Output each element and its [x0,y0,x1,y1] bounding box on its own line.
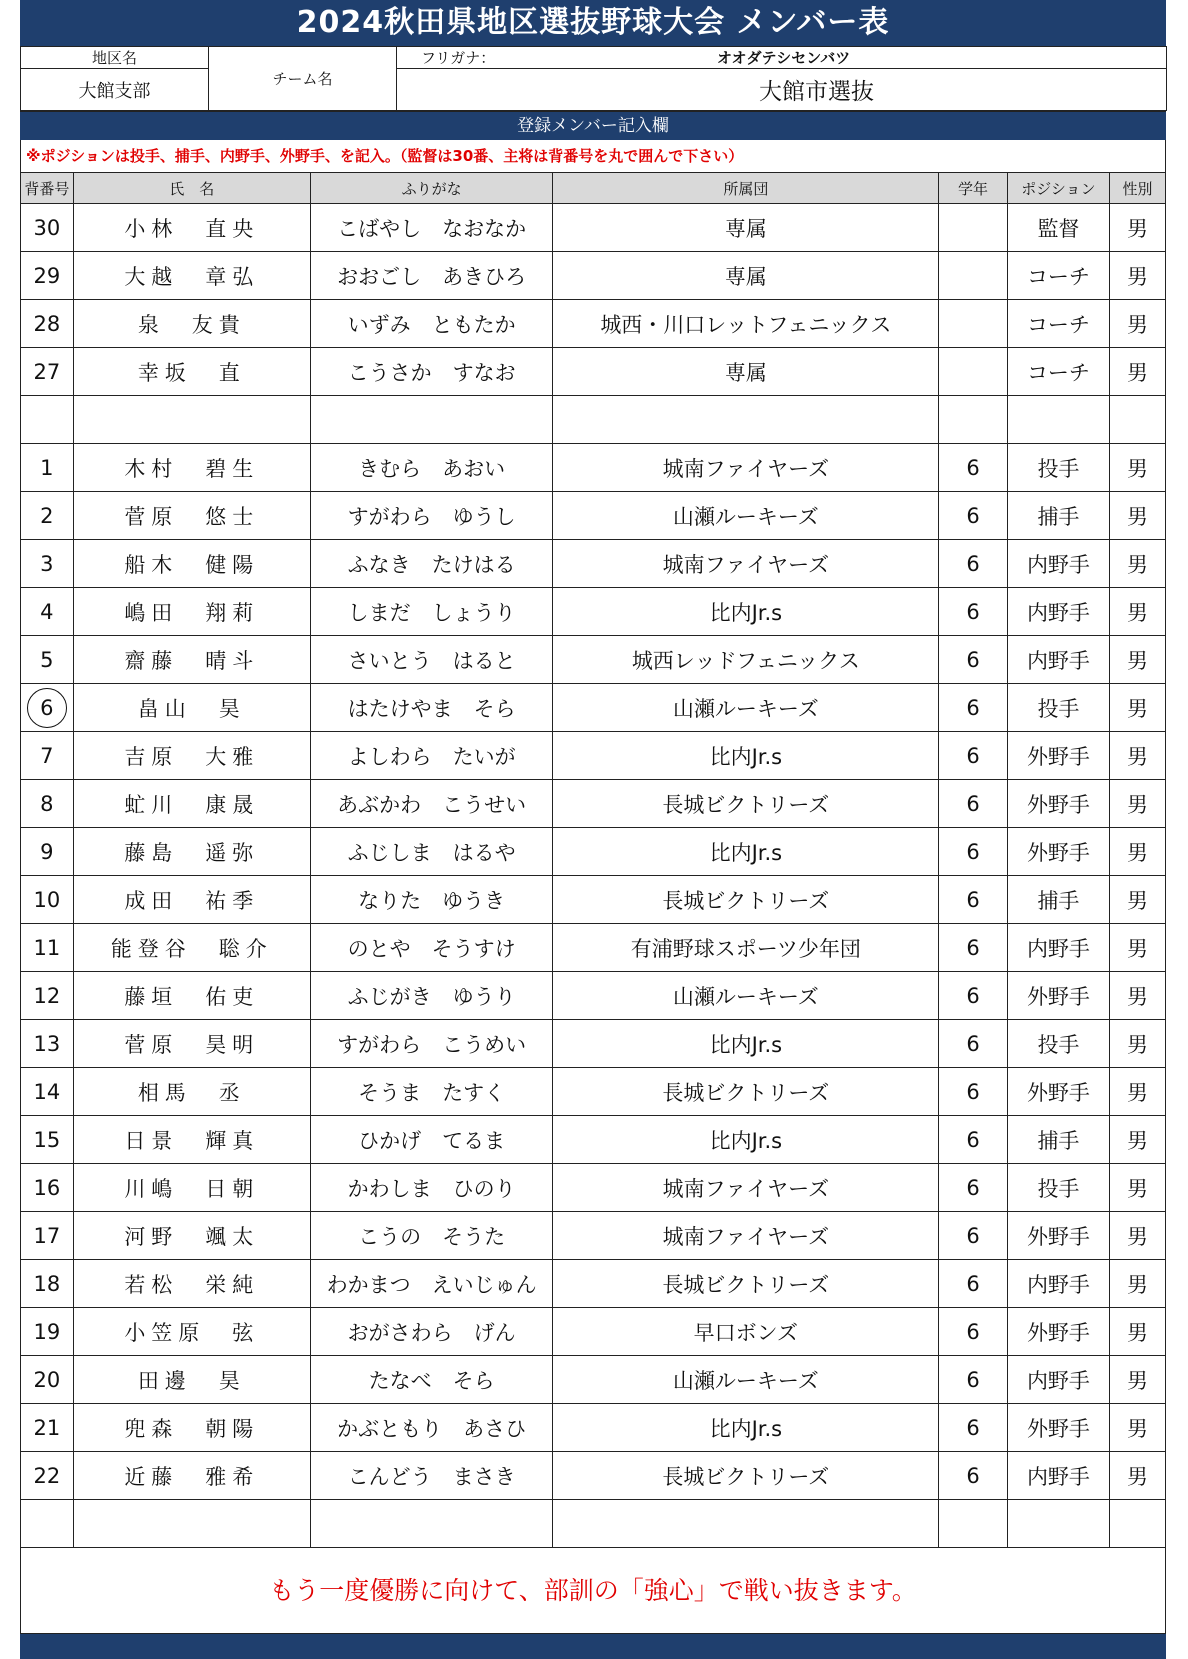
player-position: 内野手 [1007,924,1109,972]
player-position: コーチ [1007,348,1109,396]
player-team [553,1500,939,1548]
player-position: 投手 [1007,444,1109,492]
player-position: 投手 [1007,684,1109,732]
table-row [21,636,1166,684]
jersey-number: 21 [21,1404,74,1452]
jersey-number [21,684,74,732]
player-grade: 6 [939,972,1008,1020]
player-team: 山瀬ルーキーズ [553,1356,939,1404]
district-value: 大館支部 [21,69,209,111]
player-position: 内野手 [1007,540,1109,588]
table-row [21,1020,1166,1068]
player-name: 木村 碧生 [73,444,310,492]
jersey-number: 28 [21,300,74,348]
player-grade: 6 [939,1356,1008,1404]
player-name: 河野 颯太 [73,1212,310,1260]
player-furigana: おがさわら げん [310,1308,552,1356]
jersey-number: 11 [21,924,74,972]
player-team: 山瀬ルーキーズ [553,972,939,1020]
player-sex: 男 [1110,684,1166,732]
table-row [21,1212,1166,1260]
player-team: 比内Jr.s [553,1404,939,1452]
player-team: 城南ファイヤーズ [553,1212,939,1260]
jersey-number [21,1500,74,1548]
table-row [21,1356,1166,1404]
player-position: 外野手 [1007,732,1109,780]
table-row [21,540,1166,588]
player-team: 長城ビクトリーズ [553,780,939,828]
player-sex: 男 [1110,1068,1166,1116]
player-sex: 男 [1110,972,1166,1020]
player-furigana: はたけやま そら [310,684,552,732]
col-position-header: ポジション [1007,173,1109,204]
player-grade: 6 [939,1020,1008,1068]
player-name: 田邊 昊 [73,1356,310,1404]
player-sex: 男 [1110,924,1166,972]
player-name: 船木 健陽 [73,540,310,588]
player-grade: 6 [939,876,1008,924]
player-furigana: あぶかわ こうせい [310,780,552,828]
player-sex: 男 [1110,540,1166,588]
player-sex [1110,396,1166,444]
player-name: 小林 直央 [73,204,310,252]
player-grade [939,252,1008,300]
player-position: 投手 [1007,1020,1109,1068]
team-value: 大館市選抜 [397,69,1167,111]
player-team: 専属 [553,348,939,396]
table-row [21,972,1166,1020]
table-row [21,924,1166,972]
table-row [21,876,1166,924]
player-position: 捕手 [1007,492,1109,540]
table-row [21,444,1166,492]
player-furigana [310,1500,552,1548]
player-position: 内野手 [1007,1452,1109,1500]
player-grade: 6 [939,492,1008,540]
player-position: 外野手 [1007,780,1109,828]
player-team: 有浦野球スポーツ少年団 [553,924,939,972]
player-team: 長城ビクトリーズ [553,1452,939,1500]
table-row [21,492,1166,540]
member-table [20,172,1166,1548]
player-team: 城西・川口レットフェニックス [553,300,939,348]
player-sex: 男 [1110,1164,1166,1212]
player-furigana: そうま たすく [310,1068,552,1116]
jersey-number: 17 [21,1212,74,1260]
player-position: 内野手 [1007,1356,1109,1404]
player-grade [939,300,1008,348]
table-row [21,1452,1166,1500]
player-position: 投手 [1007,1164,1109,1212]
player-name: 泉 友貴 [73,300,310,348]
player-furigana: すがわら ゆうし [310,492,552,540]
player-furigana: おおごし あきひろ [310,252,552,300]
player-sex: 男 [1110,1212,1166,1260]
jersey-number: 30 [21,204,74,252]
player-team [553,396,939,444]
player-grade: 6 [939,1260,1008,1308]
player-sex: 男 [1110,1452,1166,1500]
instruction-note: ※ポジションは投手、捕手、内野手、外野手、を記入。（監督は30番、主将は背番号を丸で囲んで下さい） [20,140,1166,172]
col-grade-header: 学年 [939,173,1008,204]
jersey-number: 29 [21,252,74,300]
player-furigana: たなべ そら [310,1356,552,1404]
jersey-number: 3 [21,540,74,588]
jersey-number: 18 [21,1260,74,1308]
col-number-header: 背番号 [21,173,74,204]
player-furigana: ひかげ てるま [310,1116,552,1164]
player-grade [939,1500,1008,1548]
player-grade: 6 [939,1404,1008,1452]
jersey-number: 1 [21,444,74,492]
player-grade: 6 [939,828,1008,876]
player-furigana: きむら あおい [310,444,552,492]
bottom-bar [20,1634,1166,1659]
table-row [21,396,1166,444]
player-team: 専属 [553,252,939,300]
player-name: 藤島 遥弥 [73,828,310,876]
player-sex: 男 [1110,588,1166,636]
sheet-title: 2024秋田県地区選抜野球大会 メンバー表 [20,0,1166,46]
jersey-number: 14 [21,1068,74,1116]
player-sex: 男 [1110,300,1166,348]
jersey-number: 8 [21,780,74,828]
jersey-number: 10 [21,876,74,924]
player-position: 外野手 [1007,828,1109,876]
table-row [21,780,1166,828]
player-team: 専属 [553,204,939,252]
player-sex: 男 [1110,732,1166,780]
player-sex: 男 [1110,252,1166,300]
table-row [21,828,1166,876]
table-row [21,1404,1166,1452]
furigana-label: フリガナ： [421,49,496,67]
player-team: 比内Jr.s [553,828,939,876]
table-row [21,684,1166,732]
player-name: 兜森 朝陽 [73,1404,310,1452]
furigana-row [397,47,1167,69]
player-grade: 6 [939,732,1008,780]
player-grade: 6 [939,684,1008,732]
player-sex: 男 [1110,636,1166,684]
player-grade: 6 [939,1212,1008,1260]
player-grade [939,204,1008,252]
player-team: 城南ファイヤーズ [553,540,939,588]
player-name: 小笠原 弦 [73,1308,310,1356]
player-name: 近藤 雅希 [73,1452,310,1500]
jersey-number: 27 [21,348,74,396]
table-row [21,1068,1166,1116]
member-sheet [20,0,1166,1653]
player-furigana: かぶともり あさひ [310,1404,552,1452]
player-name: 藤垣 佑吏 [73,972,310,1020]
jersey-number: 15 [21,1116,74,1164]
player-grade: 6 [939,444,1008,492]
player-name: 菅原 昊明 [73,1020,310,1068]
player-name: 川嶋 日朝 [73,1164,310,1212]
player-sex: 男 [1110,1116,1166,1164]
player-sex: 男 [1110,1020,1166,1068]
player-team: 城西レッドフェニックス [553,636,939,684]
player-furigana: こうの そうた [310,1212,552,1260]
team-info-table [20,46,1167,111]
player-name: 嶋田 翔莉 [73,588,310,636]
player-sex: 男 [1110,1404,1166,1452]
member-rows [21,204,1166,1548]
player-name: 畠山 昊 [73,684,310,732]
table-row [21,300,1166,348]
col-team-header: 所属団 [553,173,939,204]
table-row [21,1164,1166,1212]
table-row [21,252,1166,300]
player-name: 吉原 大雅 [73,732,310,780]
team-label: チーム名 [209,47,397,111]
jersey-number: 9 [21,828,74,876]
player-grade: 6 [939,1116,1008,1164]
table-row [21,204,1166,252]
player-position: 捕手 [1007,1116,1109,1164]
player-furigana [310,396,552,444]
player-grade: 6 [939,540,1008,588]
player-name [73,1500,310,1548]
player-grade: 6 [939,1164,1008,1212]
table-row [21,1500,1166,1548]
player-sex: 男 [1110,204,1166,252]
furigana-value: オオダテシセンバツ [717,49,851,67]
player-name: 菅原 悠士 [73,492,310,540]
section-title: 登録メンバー記入欄 [20,111,1166,140]
col-name-header: 氏 名 [73,173,310,204]
table-row [21,1260,1166,1308]
player-team: 比内Jr.s [553,732,939,780]
table-row [21,1116,1166,1164]
player-furigana: すがわら こうめい [310,1020,552,1068]
table-row [21,732,1166,780]
player-name: 相馬 丞 [73,1068,310,1116]
col-furigana-header: ふりがな [310,173,552,204]
player-position: 外野手 [1007,1404,1109,1452]
district-label: 地区名 [21,47,209,69]
player-name: 若松 栄純 [73,1260,310,1308]
player-furigana: いずみ ともたか [310,300,552,348]
player-position: 外野手 [1007,1068,1109,1116]
player-team: 長城ビクトリーズ [553,1068,939,1116]
player-furigana: こんどう まさき [310,1452,552,1500]
player-name: 能登谷 聡介 [73,924,310,972]
player-position: 外野手 [1007,1212,1109,1260]
jersey-number: 16 [21,1164,74,1212]
player-sex: 男 [1110,348,1166,396]
col-sex-header: 性別 [1110,173,1166,204]
player-name: 幸坂 直 [73,348,310,396]
jersey-number: 7 [21,732,74,780]
player-position: 外野手 [1007,1308,1109,1356]
player-name: 大越 章弘 [73,252,310,300]
jersey-number: 20 [21,1356,74,1404]
table-row [21,588,1166,636]
player-team: 城南ファイヤーズ [553,1164,939,1212]
player-position: 外野手 [1007,972,1109,1020]
player-name: 虻川 康晟 [73,780,310,828]
player-furigana: よしわら たいが [310,732,552,780]
player-furigana: こうさか すなお [310,348,552,396]
player-team: 比内Jr.s [553,588,939,636]
player-position: 内野手 [1007,1260,1109,1308]
player-furigana: ふなき たけはる [310,540,552,588]
player-furigana: わかまつ えいじゅん [310,1260,552,1308]
player-grade: 6 [939,1068,1008,1116]
jersey-number: 2 [21,492,74,540]
player-grade: 6 [939,636,1008,684]
jersey-number: 13 [21,1020,74,1068]
player-sex: 男 [1110,1308,1166,1356]
player-position [1007,396,1109,444]
player-team: 山瀬ルーキーズ [553,492,939,540]
player-grade: 6 [939,588,1008,636]
player-grade [939,396,1008,444]
player-sex: 男 [1110,1356,1166,1404]
player-sex: 男 [1110,876,1166,924]
player-team: 比内Jr.s [553,1116,939,1164]
player-grade: 6 [939,780,1008,828]
footer-message: もう一度優勝に向けて、部訓の「強心」で戦い抜きます。 [20,1548,1166,1634]
table-row [21,1308,1166,1356]
player-position: 監督 [1007,204,1109,252]
jersey-number: 5 [21,636,74,684]
player-grade: 6 [939,924,1008,972]
player-sex: 男 [1110,492,1166,540]
player-furigana: ふじしま はるや [310,828,552,876]
player-team: 比内Jr.s [553,1020,939,1068]
jersey-number: 19 [21,1308,74,1356]
player-name: 成田 祐季 [73,876,310,924]
player-name: 日景 輝真 [73,1116,310,1164]
player-team: 早口ボンズ [553,1308,939,1356]
jersey-number: 12 [21,972,74,1020]
player-position [1007,1500,1109,1548]
player-furigana: なりた ゆうき [310,876,552,924]
player-team: 山瀬ルーキーズ [553,684,939,732]
jersey-number: 4 [21,588,74,636]
player-sex: 男 [1110,1260,1166,1308]
player-furigana: かわしま ひのり [310,1164,552,1212]
player-team: 長城ビクトリーズ [553,876,939,924]
player-position: コーチ [1007,252,1109,300]
player-position: 捕手 [1007,876,1109,924]
player-sex: 男 [1110,780,1166,828]
player-furigana: ふじがき ゆうり [310,972,552,1020]
player-position: 内野手 [1007,636,1109,684]
jersey-number: 22 [21,1452,74,1500]
player-furigana: のとや そうすけ [310,924,552,972]
player-position: コーチ [1007,300,1109,348]
player-sex: 男 [1110,444,1166,492]
player-team: 城南ファイヤーズ [553,444,939,492]
player-grade [939,348,1008,396]
captain-circle: 6 [27,688,67,728]
column-header-row [21,173,1166,204]
player-furigana: さいとう はると [310,636,552,684]
player-grade: 6 [939,1308,1008,1356]
player-position: 内野手 [1007,588,1109,636]
player-grade: 6 [939,1452,1008,1500]
player-furigana: しまだ しょうり [310,588,552,636]
player-sex [1110,1500,1166,1548]
player-team: 長城ビクトリーズ [553,1260,939,1308]
player-name: 齋藤 晴斗 [73,636,310,684]
player-name [73,396,310,444]
jersey-number [21,396,74,444]
player-sex: 男 [1110,828,1166,876]
player-furigana: こばやし なおなか [310,204,552,252]
table-row [21,348,1166,396]
